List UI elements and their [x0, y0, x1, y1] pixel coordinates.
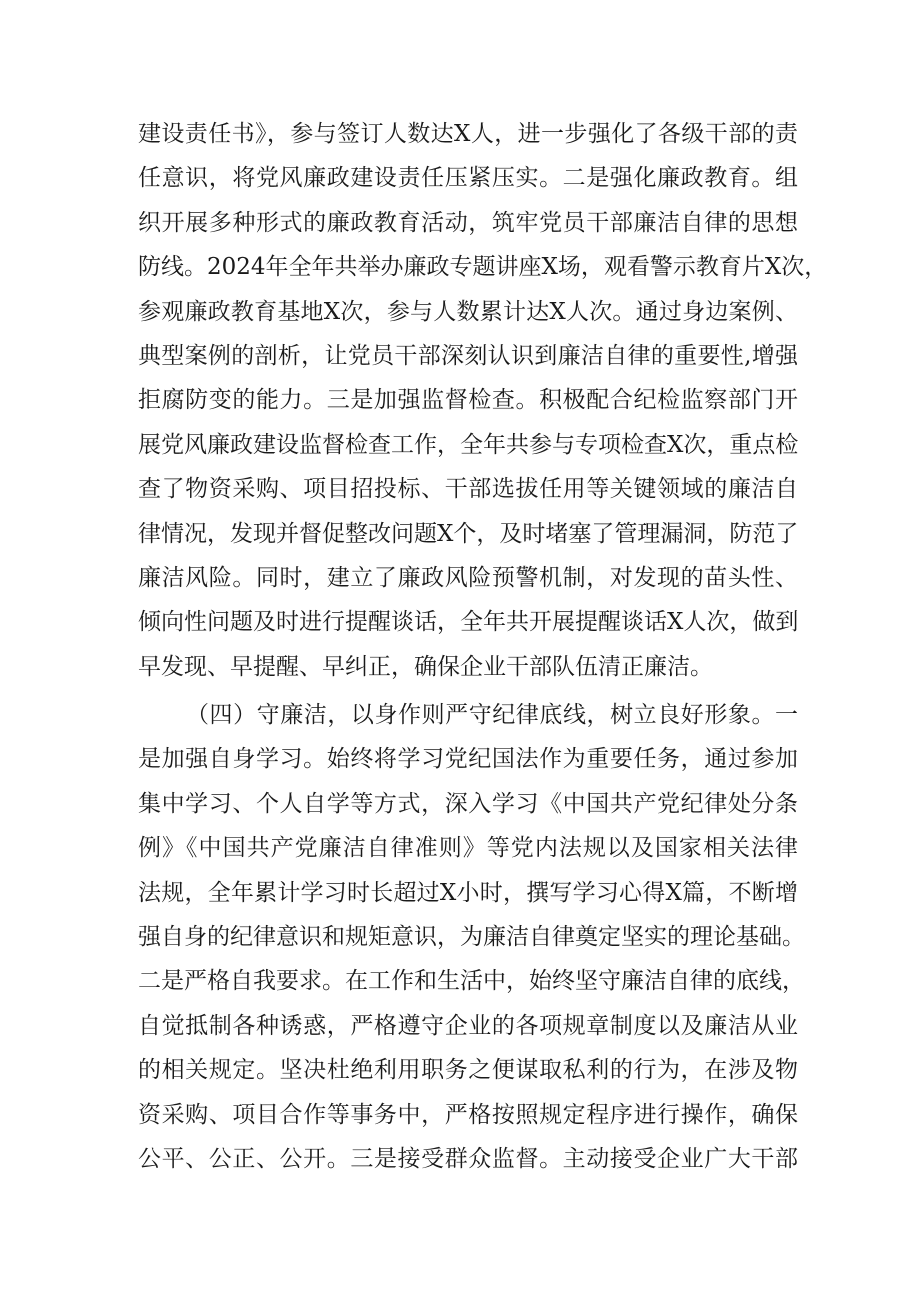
text-line: 织开展多种形式的廉政教育活动，筑牢党员干部廉洁自律的思想	[138, 209, 798, 236]
text-line: 的相关规定。坚决杜绝利用职务之便谋取私利的行为，在涉及物	[138, 1057, 798, 1084]
text-line: 集中学习、个人自学等方式，深入学习《中国共产党纪律处分条	[138, 790, 798, 817]
text-line: 展党风廉政建设监督检查工作，全年共参与专项检查X次，重点检	[138, 431, 799, 458]
text-line: 律情况，发现并督促整改问题X个，及时堵塞了管理漏洞，防范了	[138, 520, 799, 547]
text-line: 参观廉政教育基地X次，参与人数累计达X人次。通过身边案例、	[138, 298, 798, 325]
text-line: 查了物资采购、项目招投标、干部选拔任用等关键领域的廉洁自	[138, 476, 798, 503]
text-line: 倾向性问题及时进行提醒谈话，全年共开展提醒谈话X人次，做到	[138, 609, 799, 636]
text-line: 是加强自身学习。始终将学习党纪国法作为重要任务，通过参加	[138, 746, 798, 773]
text-line: 例》《中国共产党廉洁自律准则》等党内法规以及国家相关法律	[138, 835, 798, 862]
text-line: 自觉抵制各种诱惑，严格遵守企业的各项规章制度以及廉洁从业	[138, 1012, 798, 1039]
paragraph-2	[138, 693, 805, 1181]
document-body	[138, 112, 828, 1181]
text-line: 早发现、早提醒、早纠正，确保企业干部队伍清正廉洁。	[138, 653, 713, 680]
text-line: 公平、公正、公开。三是接受群众监督。主动接受企业广大干部	[138, 1145, 798, 1172]
text-line: 建设责任书》，参与签订人数达X人，进一步强化了各级干部的责	[138, 121, 798, 147]
text-line: 廉洁风险。同时，建立了廉政风险预警机制，对发现的苗头性、	[138, 564, 798, 591]
text-line: 拒腐防变的能力。三是加强监督检查。积极配合纪检监察部门开	[138, 387, 798, 414]
paragraph-1	[138, 112, 828, 689]
text-line: 二是严格自我要求。在工作和生活中，始终坚守廉洁自律的底线，	[138, 968, 805, 995]
section-heading-line: （四）守廉洁，以身作则严守纪律底线，树立良好形象。一	[186, 702, 798, 729]
text-line: 典型案例的剖析，让党员干部深刻认识到廉洁自律的重要性,增强	[138, 342, 798, 369]
text-line: 法规，全年累计学习时长超过X小时，撰写学习心得X篇，不断增	[138, 879, 798, 906]
text-line: 任意识，将党风廉政建设责任压紧压实。二是强化廉政教育。组	[138, 165, 798, 192]
text-line: 资采购、项目合作等事务中，严格按照规定程序进行操作，确保	[138, 1101, 798, 1128]
text-line: 强自身的纪律意识和规矩意识，为廉洁自律奠定坚实的理论基础。	[138, 924, 805, 951]
text-line: 防线。2024年全年共举办廉政专题讲座X场，观看警示教育片X次，	[138, 254, 828, 281]
